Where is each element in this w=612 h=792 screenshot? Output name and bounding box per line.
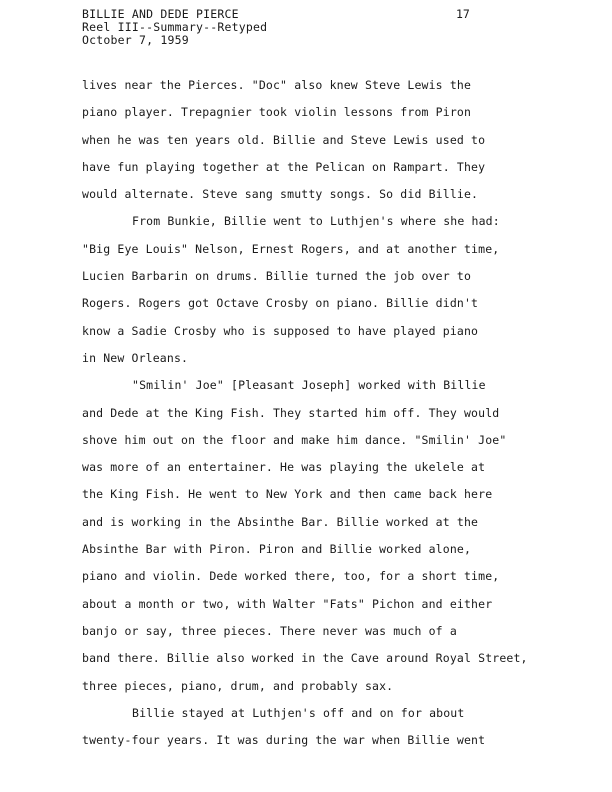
text-line: in New Orleans.: [82, 350, 189, 365]
page-number: 17: [456, 7, 470, 21]
text-line: lives near the Pierces. "Doc" also knew Steve Lewis the: [82, 78, 472, 92]
text-line: the King Fish. He went to New York and then came back here: [82, 487, 493, 502]
text-line: and Dede at the King Fish. They started him off. They would: [82, 405, 500, 420]
text-line: and is working in the Absinthe Bar. Billie worked at the: [82, 514, 479, 529]
paragraph-start-line: "Smilin' Joe" [Pleasant Joseph] worked with Billie: [132, 378, 486, 393]
text-line: twenty-four years. It was during the war when Billie went: [82, 733, 486, 748]
header-reel: Reel III--Summary--Retyped: [82, 20, 268, 34]
text-line: have fun playing together at the Pelican on Rampart. They: [82, 159, 486, 174]
text-line: band there. Billie also worked in the Cave around Royal Street,: [82, 651, 528, 666]
text-line: banjo or say, three pieces. There never was much of a: [82, 623, 457, 638]
text-line: shove him out on the floor and make him dance. "Smilin' Joe": [82, 432, 507, 447]
header-date: October 7, 1959: [82, 33, 189, 47]
text-line: Lucien Barbarin on drums. Billie turned the job over to: [82, 269, 472, 284]
text-line: piano and violin. Dede worked there, too, for a short time,: [82, 569, 500, 584]
text-line: piano player. Trepagnier took violin lessons from Piron: [82, 105, 472, 120]
text-line: Absinthe Bar with Piron. Piron and Billie worked alone,: [82, 542, 472, 557]
text-line: three pieces, piano, drum, and probably sax.: [82, 678, 394, 693]
text-line: "Big Eye Louis" Nelson, Ernest Rogers, and at another time,: [82, 241, 500, 256]
text-line: about a month or two, with Walter "Fats" Pichon and either: [82, 596, 493, 611]
text-line: when he was ten years old. Billie and Steve Lewis used to: [82, 132, 486, 147]
body-text: [82, 77, 552, 759]
header-title: BILLIE AND DEDE PIERCE: [82, 7, 239, 21]
page-header: [82, 8, 482, 47]
text-line: know a Sadie Crosby who is supposed to have played piano: [82, 323, 479, 338]
text-line: would alternate. Steve sang smutty songs. So did Billie.: [82, 187, 479, 202]
text-line: was more of an entertainer. He was playing the ukelele at: [82, 460, 486, 475]
paragraph-start-line: From Bunkie, Billie went to Luthjen's where she had:: [132, 214, 500, 229]
paragraph-start-line: Billie stayed at Luthjen's off and on for about: [132, 705, 465, 720]
text-line: Rogers. Rogers got Octave Crosby on piano. Billie didn't: [82, 296, 479, 311]
